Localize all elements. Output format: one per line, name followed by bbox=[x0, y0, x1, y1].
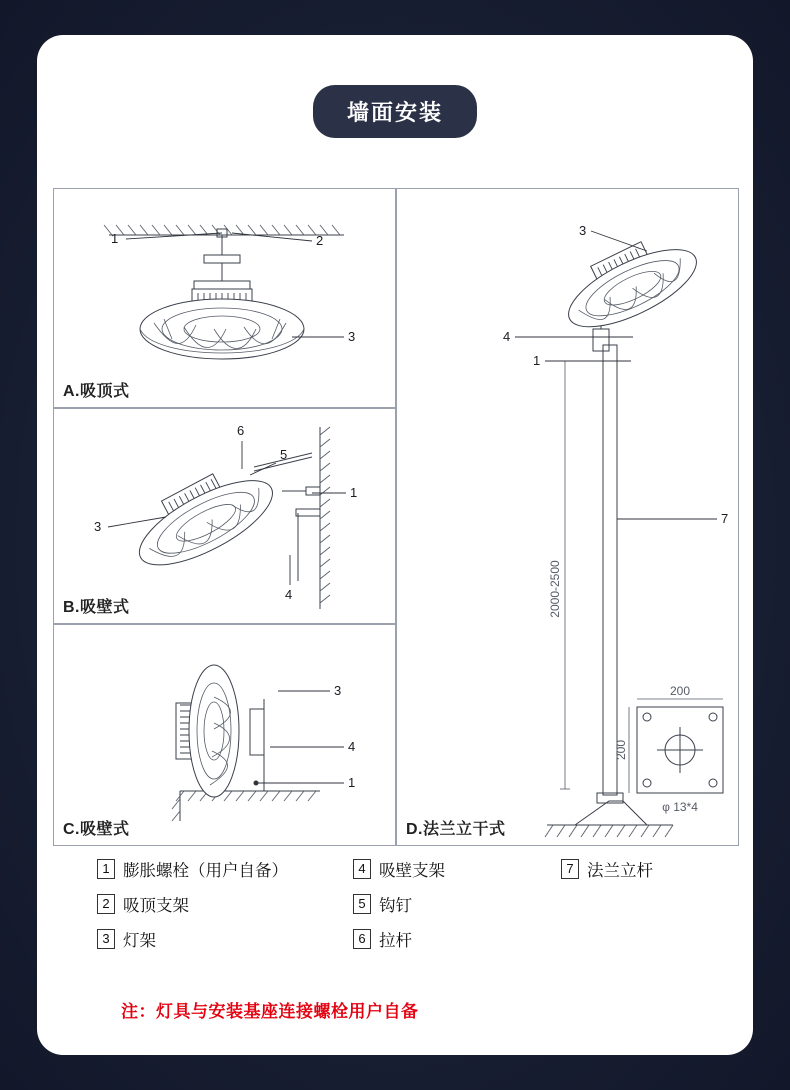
callout-5: 5 bbox=[280, 447, 288, 462]
legend bbox=[97, 857, 737, 962]
callout-4: 4 bbox=[285, 587, 293, 602]
callout-1: 1 bbox=[350, 485, 358, 500]
legend-label: 钩钉 bbox=[379, 897, 412, 915]
panel-b-drawing bbox=[54, 409, 395, 623]
dimension-plate-height: 200 bbox=[614, 739, 628, 761]
panel-d-drawing bbox=[397, 189, 738, 845]
panel-d-pole-mount bbox=[396, 188, 739, 846]
panel-b-wall-mount bbox=[53, 408, 396, 624]
legend-item bbox=[353, 927, 561, 951]
legend-number: 5 bbox=[353, 894, 371, 914]
callout-4: 4 bbox=[348, 739, 356, 754]
panel-b-label: B.吸壁式 bbox=[63, 599, 130, 616]
legend-label: 吸顶支架 bbox=[123, 897, 189, 915]
legend-item-empty bbox=[561, 892, 731, 916]
page-title: 墙面安装 bbox=[313, 85, 477, 138]
legend-label: 吸壁支架 bbox=[379, 862, 445, 880]
legend-row bbox=[97, 892, 737, 916]
callout-2: 2 bbox=[316, 233, 324, 248]
panel-a-label: A.吸顶式 bbox=[63, 383, 130, 400]
callout-3: 3 bbox=[579, 223, 587, 238]
panel-c-wall-mount bbox=[53, 624, 396, 846]
legend-item bbox=[561, 857, 731, 881]
legend-row bbox=[97, 857, 737, 881]
dimension-height: 2000-2500 bbox=[548, 560, 562, 618]
callout-7: 7 bbox=[721, 511, 729, 526]
warning-note: 注：灯具与安装基座连接螺栓用户自备 bbox=[121, 1002, 419, 1021]
callout-3: 3 bbox=[94, 519, 102, 534]
callout-6: 6 bbox=[237, 423, 245, 438]
legend-number: 6 bbox=[353, 929, 371, 949]
callout-3: 3 bbox=[348, 329, 356, 344]
legend-number: 3 bbox=[97, 929, 115, 949]
callout-4: 4 bbox=[503, 329, 511, 344]
dimension-hole-spec: φ 13*4 bbox=[662, 800, 698, 814]
dimension-plate-width: 200 bbox=[669, 684, 691, 698]
legend-label: 灯架 bbox=[123, 932, 156, 950]
legend-item bbox=[353, 892, 561, 916]
legend-item bbox=[97, 857, 353, 881]
legend-number: 2 bbox=[97, 894, 115, 914]
panel-a-drawing bbox=[54, 189, 395, 407]
legend-item bbox=[353, 857, 561, 881]
legend-label: 法兰立杆 bbox=[587, 862, 653, 880]
callout-1: 1 bbox=[348, 775, 356, 790]
legend-item bbox=[97, 927, 353, 951]
callout-3: 3 bbox=[334, 683, 342, 698]
legend-label: 膨胀螺栓（用户自备） bbox=[123, 862, 288, 880]
callout-1: 1 bbox=[111, 231, 119, 246]
legend-item bbox=[97, 892, 353, 916]
legend-number: 4 bbox=[353, 859, 371, 879]
panel-a-ceiling-mount bbox=[53, 188, 396, 408]
diagram-panels bbox=[53, 188, 739, 846]
panel-c-label: C.吸壁式 bbox=[63, 821, 130, 838]
legend-number: 7 bbox=[561, 859, 579, 879]
legend-item-empty bbox=[561, 927, 731, 951]
panel-d-label: D.法兰立干式 bbox=[406, 821, 506, 838]
legend-number: 1 bbox=[97, 859, 115, 879]
content-card bbox=[37, 35, 753, 1055]
panel-c-drawing bbox=[54, 625, 395, 845]
legend-row bbox=[97, 927, 737, 951]
callout-1: 1 bbox=[533, 353, 541, 368]
legend-label: 拉杆 bbox=[379, 932, 412, 950]
